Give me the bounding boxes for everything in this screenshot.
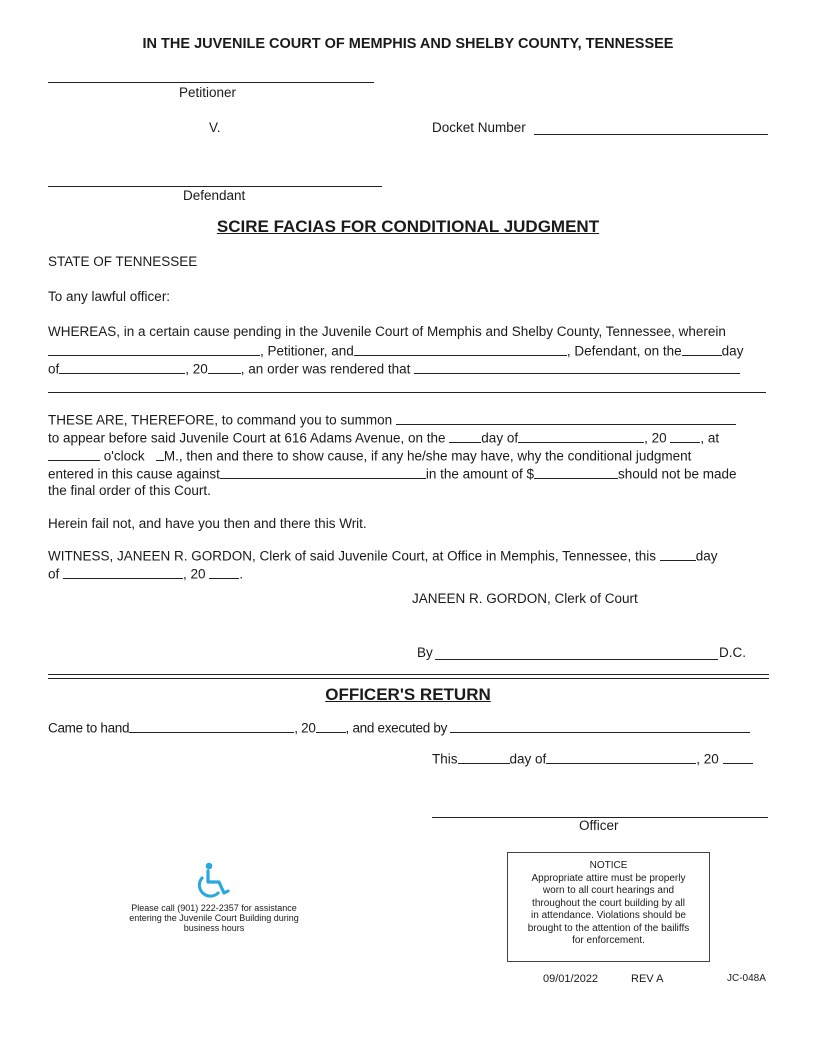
witness-paragraph bbox=[48, 546, 770, 582]
witness-month-field[interactable] bbox=[63, 564, 183, 579]
docket-label: Docket Number bbox=[432, 120, 526, 135]
ada-assistance-note bbox=[128, 903, 300, 933]
judgment-against-field[interactable] bbox=[220, 464, 426, 479]
divider-bottom bbox=[48, 678, 769, 679]
entered-text: entered in this cause against bbox=[48, 466, 220, 482]
state-label: STATE OF TENNESSEE bbox=[48, 254, 198, 269]
notice-line: worn to all court hearings and bbox=[542, 885, 675, 896]
form-revision: REV A bbox=[631, 973, 664, 985]
dc-label: D.C. bbox=[719, 645, 746, 660]
order-day-field[interactable] bbox=[682, 341, 722, 356]
notice-line: brought to the attention of the bailiffs bbox=[527, 922, 690, 934]
appear-time-field[interactable] bbox=[48, 446, 100, 461]
document-title: SCIRE FACIAS FOR CONDITIONAL JUDGMENT bbox=[216, 217, 600, 236]
return-year-field[interactable] bbox=[723, 749, 753, 764]
order-rendered-text: , an order was rendered that bbox=[240, 361, 411, 377]
year-prefix-text: , 20 bbox=[294, 720, 316, 736]
attire-notice-box bbox=[507, 852, 710, 962]
notice-line: Appropriate attire must be properly bbox=[531, 872, 686, 884]
year-prefix-text: , 20 bbox=[644, 430, 667, 446]
defendant-name-field[interactable] bbox=[354, 341, 567, 356]
by-label: By bbox=[417, 645, 433, 660]
day-of-text: day of bbox=[481, 430, 519, 446]
court-header: IN THE JUVENILE COURT OF MEMPHIS AND SHELBY COUNTY, TENNESSEE bbox=[142, 36, 674, 52]
ada-line-3: business hours bbox=[183, 923, 245, 933]
herein-text: Herein fail not, and have you then and there this Writ. bbox=[48, 516, 367, 531]
whereas-text: WHEREAS, in a certain cause pending in the Juvenile Court of Memphis and Shelby County, Tennessee, wherein bbox=[48, 324, 726, 339]
return-day-of-text: day of bbox=[509, 751, 547, 767]
witness-period: . bbox=[239, 566, 244, 582]
form-date: 09/01/2022 bbox=[543, 973, 599, 985]
return-month-field[interactable] bbox=[546, 749, 696, 764]
ada-line-2: entering the Juvenile Court Building during bbox=[129, 913, 299, 923]
divider-top bbox=[48, 674, 769, 675]
day-text: day bbox=[721, 343, 744, 359]
deputy-clerk-signature-field[interactable] bbox=[435, 646, 718, 660]
notice-title: NOTICE bbox=[589, 860, 628, 871]
not-made-text: should not be made bbox=[617, 466, 737, 482]
appear-month-field[interactable] bbox=[518, 428, 644, 443]
witness-year-prefix: , 20 bbox=[183, 566, 206, 582]
am-pm-field[interactable] bbox=[156, 446, 164, 461]
officer-label: Officer bbox=[579, 818, 619, 833]
defendant-label: Defendant bbox=[183, 188, 246, 203]
whereas-paragraph bbox=[48, 323, 770, 377]
form-number: JC-048A bbox=[727, 973, 766, 984]
came-year-field[interactable] bbox=[316, 718, 346, 733]
appear-year-field[interactable] bbox=[670, 428, 700, 443]
executed-by-field[interactable] bbox=[450, 718, 750, 733]
therefore-paragraph bbox=[48, 410, 770, 500]
amount-text: in the amount of $ bbox=[425, 466, 534, 482]
witness-day-label: day bbox=[695, 548, 718, 564]
petitioner-line[interactable] bbox=[48, 82, 374, 83]
return-day-field[interactable] bbox=[458, 749, 510, 764]
petitioner-and-text: , Petitioner, and bbox=[260, 343, 354, 359]
ada-line-1: Please call (901) 222-2357 for assistance bbox=[131, 903, 297, 913]
petitioner-name-field[interactable] bbox=[48, 341, 260, 356]
came-to-hand-text: Came to hand bbox=[48, 720, 130, 736]
to-officer-label: To any lawful officer: bbox=[48, 289, 171, 304]
order-year-field[interactable] bbox=[208, 359, 241, 374]
summon-name-field[interactable] bbox=[396, 410, 736, 425]
witness-text: WITNESS, JANEEN R. GORDON, Clerk of said Juvenile Court, at Office in Memphis, Tennessee, this bbox=[48, 548, 656, 564]
final-order-text: the final order of this Court. bbox=[48, 483, 211, 498]
order-text-field[interactable] bbox=[414, 359, 740, 374]
notice-line: for enforcement. bbox=[572, 935, 645, 946]
order-month-field[interactable] bbox=[59, 359, 185, 374]
return-year-prefix: , 20 bbox=[696, 751, 719, 767]
notice-line: in attendance. Violations should be bbox=[531, 910, 686, 921]
year-prefix-text: , 20 bbox=[185, 361, 208, 377]
appear-day-field[interactable] bbox=[449, 428, 481, 443]
of-text: of bbox=[48, 361, 60, 377]
defendant-line[interactable] bbox=[48, 186, 382, 187]
this-text: This bbox=[432, 751, 458, 767]
order-text-line-2[interactable] bbox=[48, 392, 766, 393]
officers-return-title: OFFICER'S RETURN bbox=[325, 685, 491, 704]
at-text: , at bbox=[700, 430, 720, 446]
petitioner-label: Petitioner bbox=[179, 85, 237, 100]
clerk-signature-label: JANEEN R. GORDON, Clerk of Court bbox=[412, 591, 638, 606]
wheelchair-icon bbox=[192, 862, 232, 903]
oclock-text: o'clock bbox=[103, 448, 145, 464]
witness-year-field[interactable] bbox=[209, 564, 239, 579]
appear-text: to appear before said Juvenile Court at 616 Adams Avenue, on the bbox=[48, 430, 446, 446]
witness-day-field[interactable] bbox=[660, 546, 696, 561]
defendant-on-text: , Defendant, on the bbox=[566, 343, 682, 359]
came-to-hand-field[interactable] bbox=[129, 718, 294, 733]
witness-of-text: of bbox=[48, 566, 60, 582]
return-paragraph bbox=[48, 718, 770, 736]
amount-field[interactable] bbox=[534, 464, 618, 479]
docket-number-field[interactable] bbox=[534, 120, 768, 135]
summon-text: THESE ARE, THEREFORE, to command you to summon bbox=[48, 412, 393, 428]
executed-by-text: , and executed by bbox=[345, 720, 448, 736]
versus-label: V. bbox=[209, 120, 221, 135]
show-cause-text: M., then and there to show cause, if any he/she may have, why the conditional judgment bbox=[163, 448, 692, 464]
notice-line: throughout the court building by all bbox=[532, 897, 685, 909]
return-date-row bbox=[432, 749, 753, 767]
